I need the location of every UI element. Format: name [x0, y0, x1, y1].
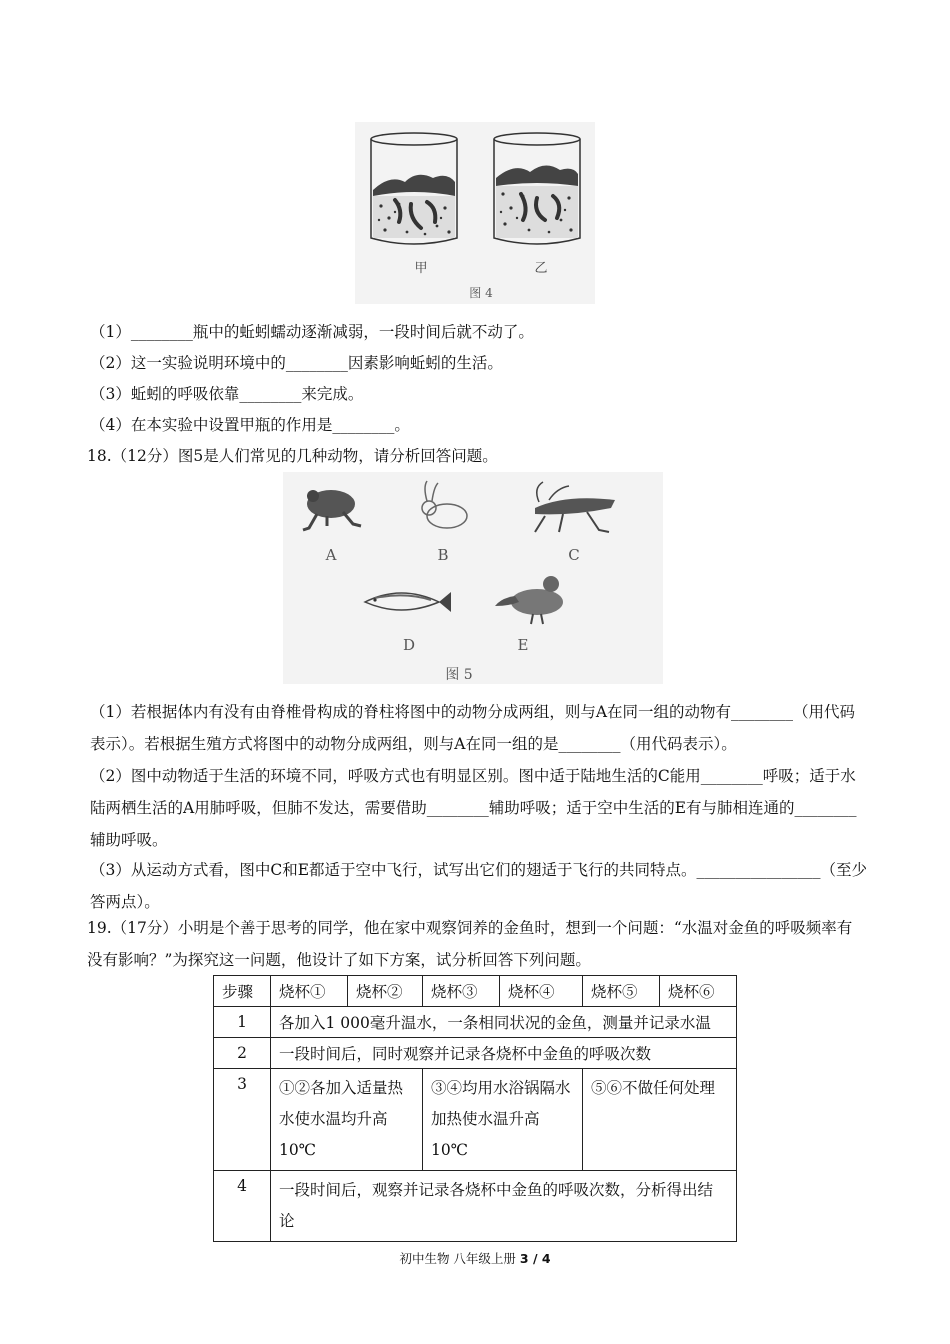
step-description: 各加入1 000毫升温水，一条相同状况的金鱼，测量并记录水温 [271, 1007, 737, 1038]
fish-image [365, 592, 451, 612]
step-description: 一段时间后，同时观察并记录各烧杯中金鱼的呼吸次数 [271, 1038, 737, 1069]
step-number: 2 [214, 1038, 271, 1069]
beaker-5-6-treatment: ⑤⑥不做任何处理 [583, 1069, 737, 1171]
jar-yi [494, 133, 580, 244]
jar-label-yi: 乙 [534, 261, 548, 276]
earthworm-jars-illustration [355, 122, 595, 304]
step-description: 一段时间后，观察并记录各烧杯中金鱼的呼吸次数，分析得出结论 [271, 1171, 737, 1242]
q18-title: 18.（12分）图5是人们常见的几种动物，请分析回答问题。 [87, 447, 498, 465]
pigeon-image [495, 576, 563, 624]
q17-item-4: （4）在本实验中设置甲瓶的作用是________。 [90, 416, 410, 434]
q18-item-1: （1）若根据体内有没有由脊椎骨构成的脊柱将图中的动物分成两组，则与A在同一组的动物有________（用代码表示）。若根据生殖方式将图中的动物分成两组，则与A在同一组的是________（用代码表示）。 [90, 703, 856, 753]
animal-label-e: E [517, 636, 529, 654]
beaker-3-4-treatment: ③④均用水浴锅隔水加热使水温升高10℃ [423, 1069, 583, 1171]
table-header-cell: 烧杯⑥ [660, 976, 737, 1007]
q17-item-3: （3）蚯蚓的呼吸依靠________来完成。 [90, 385, 364, 403]
animal-label-a: A [325, 546, 337, 564]
q17-item-1: （1）________瓶中的蚯蚓蠕动逐渐减弱，一段时间后就不动了。 [90, 323, 534, 341]
q18-item-3: （3）从运动方式看，图中C和E都适于空中飞行，试写出它们的翅适于飞行的共同特点。________________（至少答两点）。 [90, 861, 868, 911]
table-header-cell: 烧杯⑤ [583, 976, 660, 1007]
grasshopper-image [535, 482, 615, 532]
figure-5 [283, 472, 663, 684]
figure-4-caption: 图 4 [469, 286, 493, 300]
table-row [214, 1038, 737, 1069]
frog-image [303, 490, 361, 530]
q18-item-2: （2）图中动物适于生活的环境不同，呼吸方式也有明显区别。图中适于陆地生活的C能用________呼吸；适于水陆两栖生活的A用肺呼吸，但肺不发达，需要借助________辅助呼吸；适于空中生活的E有与肺相连通的________辅助呼吸。 [90, 767, 857, 849]
step-number: 3 [214, 1069, 271, 1171]
table-row [214, 1069, 737, 1171]
q19-intro: 19.（17分）小明是个善于思考的同学，他在家中观察饲养的金鱼时，想到一个问题：“水温对金鱼的呼吸频率有没有影响？”为探究这一问题，他设计了如下方案，试分析回答下列问题。 [87, 919, 853, 969]
animal-label-c: C [568, 546, 580, 564]
table-row [214, 1007, 737, 1038]
step-number: 4 [214, 1171, 271, 1242]
footer-text: 初中生物 八年级上册 [399, 1251, 520, 1266]
table-header-cell: 烧杯② [348, 976, 423, 1007]
jar-jia [371, 133, 457, 244]
figure-5-caption: 图 5 [445, 667, 473, 683]
animals-illustration [283, 472, 663, 684]
step-number: 1 [214, 1007, 271, 1038]
table-row [214, 1171, 737, 1242]
page-number: 3 / 4 [519, 1251, 551, 1266]
table-header-cell: 烧杯④ [500, 976, 583, 1007]
page-footer [0, 1249, 950, 1267]
beaker-1-2-treatment: ①②各加入适量热水使水温均升高10℃ [271, 1069, 423, 1171]
animal-label-d: D [402, 636, 416, 654]
table-header-cell: 步骤 [214, 976, 271, 1007]
table-header-row [214, 976, 737, 1007]
rabbit-image [422, 481, 467, 528]
table-header-cell: 烧杯① [271, 976, 348, 1007]
q17-item-2: （2）这一实验说明环境中的________因素影响蚯蚓的生活。 [90, 354, 503, 372]
jar-label-jia: 甲 [414, 261, 428, 276]
experiment-steps-table [213, 975, 737, 1242]
table-header-cell: 烧杯③ [423, 976, 500, 1007]
animal-label-b: B [437, 546, 449, 564]
figure-4 [355, 122, 595, 304]
